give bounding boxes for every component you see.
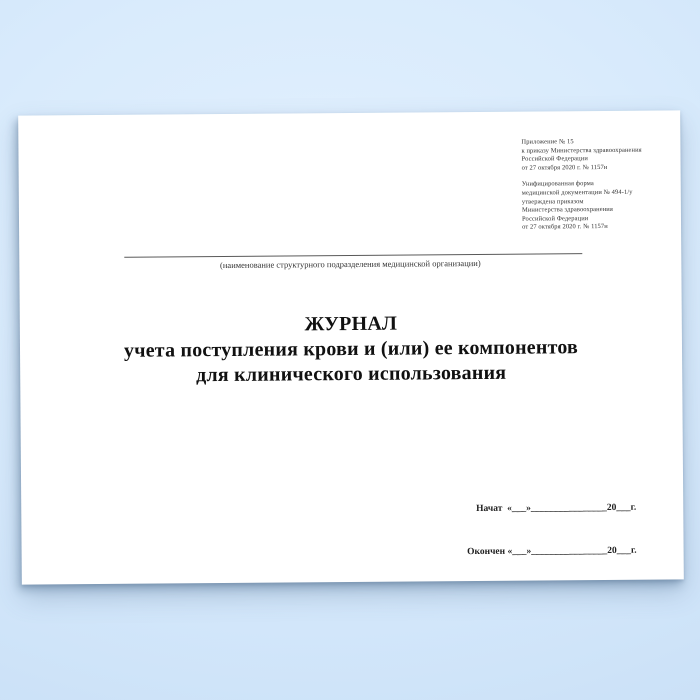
- approval-line: от 27 октября 2020 г. № 1157н: [521, 163, 608, 172]
- approval-appendix-block: [521, 137, 673, 173]
- journal-title-line: ЖУРНАЛ: [304, 312, 398, 336]
- department-name-caption: (наименование структурного подразделения медицинской организации): [219, 257, 481, 271]
- approval-line: Приложение № 15: [521, 138, 574, 146]
- approval-line: Министерства здравоохранения: [521, 206, 613, 214]
- started-date-line: Начат «___»________________20___г.: [476, 502, 637, 515]
- approval-line: Унифицированная форма: [521, 180, 594, 189]
- journal-title: [20, 309, 683, 389]
- journal-title-line: учета поступления крови и (или) ее компонентов: [123, 336, 579, 362]
- approval-line: от 27 октября 2020 г. № 1157н: [522, 223, 608, 231]
- approval-line: к приказу Министерства здравоохранения: [521, 146, 642, 155]
- approval-line: Российской Федерации: [521, 214, 589, 223]
- journal-cover-page: [18, 110, 684, 584]
- journal-title-line: для клинического использования: [196, 361, 507, 387]
- approval-line: утверждена приказом: [521, 197, 584, 206]
- start-end-dates-block: [467, 483, 637, 590]
- approval-line: Российской Федерации: [521, 155, 588, 163]
- finished-date-line: Окончен «___»________________20___г.: [467, 545, 637, 558]
- approval-unified-form-block: [522, 180, 674, 233]
- approval-line: медицинской документации № 494-1/у: [521, 188, 633, 197]
- approval-stamp-area: [521, 137, 674, 240]
